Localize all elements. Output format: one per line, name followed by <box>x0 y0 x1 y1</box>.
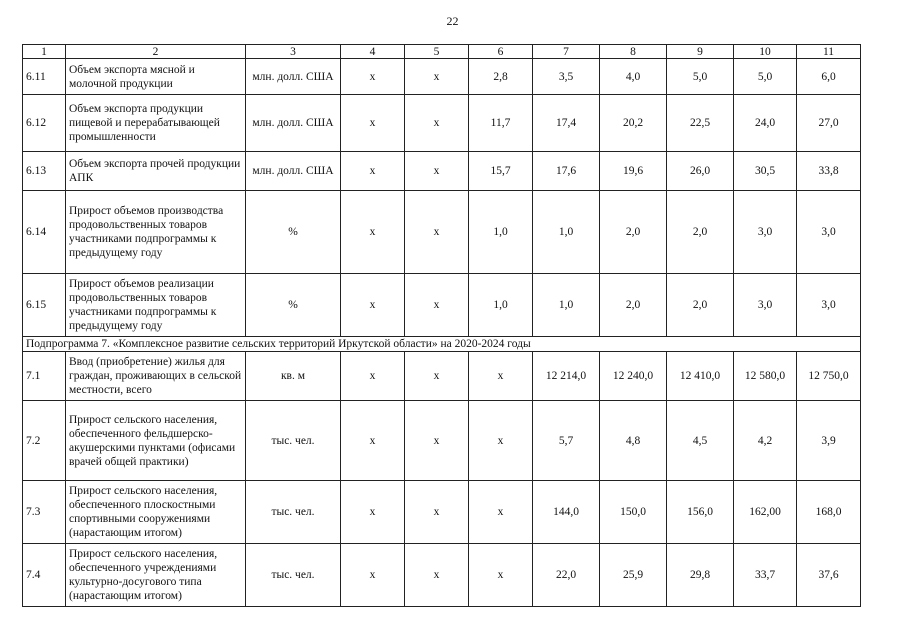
value-cell: 19,6 <box>600 152 667 191</box>
indicator-name: Объем экспорта прочей продукции АПК <box>66 152 246 191</box>
row-number: 7.3 <box>23 481 66 544</box>
table-row <box>23 481 861 544</box>
value-cell: 4,0 <box>600 59 667 95</box>
value-cell: 17,6 <box>533 152 600 191</box>
unit-cell: кв. м <box>246 352 341 401</box>
value-cell: 156,0 <box>667 481 734 544</box>
value-cell: х <box>405 95 469 152</box>
indicators-table <box>22 44 861 607</box>
value-cell: 1,0 <box>469 274 533 337</box>
value-cell: 3,0 <box>734 191 797 274</box>
indicator-name: Прирост сельского населения, обеспеченного учреждениями культурно-досугового типа (нарастающим итогом) <box>66 544 246 607</box>
value-cell: 150,0 <box>600 481 667 544</box>
unit-cell: тыс. чел. <box>246 544 341 607</box>
value-cell: х <box>341 95 405 152</box>
indicator-name: Ввод (приобретение) жилья для граждан, проживающих в сельской местности, всего <box>66 352 246 401</box>
value-cell: х <box>405 274 469 337</box>
value-cell: х <box>341 274 405 337</box>
value-cell: 12 410,0 <box>667 352 734 401</box>
value-cell: 2,8 <box>469 59 533 95</box>
header-cell: 10 <box>734 45 797 59</box>
value-cell: 6,0 <box>797 59 861 95</box>
value-cell: х <box>341 401 405 481</box>
unit-cell: тыс. чел. <box>246 401 341 481</box>
value-cell: 4,2 <box>734 401 797 481</box>
value-cell: 33,8 <box>797 152 861 191</box>
value-cell: х <box>469 401 533 481</box>
section-title: Подпрограмма 7. «Комплексное развитие сельских территорий Иркутской области» на 2020-2024 годы <box>23 337 861 352</box>
value-cell: 37,6 <box>797 544 861 607</box>
unit-cell: млн. долл. США <box>246 95 341 152</box>
header-cell: 1 <box>23 45 66 59</box>
row-number: 6.15 <box>23 274 66 337</box>
row-number: 7.1 <box>23 352 66 401</box>
row-number: 6.14 <box>23 191 66 274</box>
value-cell: х <box>341 544 405 607</box>
value-cell: 2,0 <box>667 274 734 337</box>
value-cell: х <box>341 191 405 274</box>
row-number: 7.2 <box>23 401 66 481</box>
value-cell: х <box>341 152 405 191</box>
value-cell: 2,0 <box>600 274 667 337</box>
value-cell: 1,0 <box>469 191 533 274</box>
unit-cell: млн. долл. США <box>246 59 341 95</box>
section-row <box>23 337 861 352</box>
indicator-name: Прирост сельского населения, обеспеченного плоскостными спортивными сооружениями (нарастающим итогом) <box>66 481 246 544</box>
value-cell: 3,9 <box>797 401 861 481</box>
header-cell: 7 <box>533 45 600 59</box>
value-cell: х <box>405 544 469 607</box>
header-cell: 11 <box>797 45 861 59</box>
value-cell: 4,8 <box>600 401 667 481</box>
table-row <box>23 191 861 274</box>
value-cell: 15,7 <box>469 152 533 191</box>
table-row <box>23 352 861 401</box>
row-number: 6.13 <box>23 152 66 191</box>
value-cell: х <box>405 59 469 95</box>
value-cell: х <box>341 59 405 95</box>
value-cell: 5,0 <box>734 59 797 95</box>
unit-cell: % <box>246 274 341 337</box>
value-cell: 168,0 <box>797 481 861 544</box>
value-cell: 22,5 <box>667 95 734 152</box>
table-row <box>23 59 861 95</box>
value-cell: х <box>341 352 405 401</box>
value-cell: 17,4 <box>533 95 600 152</box>
value-cell: 20,2 <box>600 95 667 152</box>
unit-cell: % <box>246 191 341 274</box>
value-cell: х <box>405 352 469 401</box>
header-cell: 6 <box>469 45 533 59</box>
row-number: 6.12 <box>23 95 66 152</box>
value-cell: 3,0 <box>734 274 797 337</box>
indicator-name: Прирост объемов производства продовольственных товаров участниками подпрограммы к предыдущему году <box>66 191 246 274</box>
header-row <box>23 45 861 59</box>
header-cell: 5 <box>405 45 469 59</box>
value-cell: 12 240,0 <box>600 352 667 401</box>
value-cell: х <box>341 481 405 544</box>
table-row <box>23 401 861 481</box>
indicator-name: Объем экспорта мясной и молочной продукции <box>66 59 246 95</box>
value-cell: 12 214,0 <box>533 352 600 401</box>
table-row <box>23 274 861 337</box>
table-row <box>23 544 861 607</box>
indicator-name: Объем экспорта продукции пищевой и перерабатывающей промышленности <box>66 95 246 152</box>
value-cell: 12 580,0 <box>734 352 797 401</box>
indicator-name: Прирост объемов реализации продовольственных товаров участниками подпрограммы к предыдущему году <box>66 274 246 337</box>
header-cell: 4 <box>341 45 405 59</box>
value-cell: х <box>469 352 533 401</box>
value-cell: 24,0 <box>734 95 797 152</box>
value-cell: 25,9 <box>600 544 667 607</box>
value-cell: х <box>405 481 469 544</box>
row-number: 7.4 <box>23 544 66 607</box>
value-cell: 1,0 <box>533 274 600 337</box>
value-cell: 11,7 <box>469 95 533 152</box>
value-cell: 29,8 <box>667 544 734 607</box>
header-cell: 3 <box>246 45 341 59</box>
header-cell: 8 <box>600 45 667 59</box>
value-cell: 12 750,0 <box>797 352 861 401</box>
value-cell: 2,0 <box>600 191 667 274</box>
value-cell: 30,5 <box>734 152 797 191</box>
indicator-name: Прирост сельского населения, обеспеченного фельдшерско-акушерскими пунктами (офисами врачей общей практики) <box>66 401 246 481</box>
value-cell: 3,5 <box>533 59 600 95</box>
value-cell: 5,7 <box>533 401 600 481</box>
value-cell: 2,0 <box>667 191 734 274</box>
value-cell: 26,0 <box>667 152 734 191</box>
value-cell: 3,0 <box>797 274 861 337</box>
unit-cell: тыс. чел. <box>246 481 341 544</box>
value-cell: 5,0 <box>667 59 734 95</box>
value-cell: х <box>405 191 469 274</box>
value-cell: 3,0 <box>797 191 861 274</box>
value-cell: 27,0 <box>797 95 861 152</box>
value-cell: х <box>469 481 533 544</box>
unit-cell: млн. долл. США <box>246 152 341 191</box>
value-cell: х <box>405 152 469 191</box>
value-cell: 4,5 <box>667 401 734 481</box>
value-cell: 22,0 <box>533 544 600 607</box>
value-cell: 144,0 <box>533 481 600 544</box>
value-cell: х <box>469 544 533 607</box>
value-cell: 162,00 <box>734 481 797 544</box>
header-cell: 2 <box>66 45 246 59</box>
value-cell: х <box>405 401 469 481</box>
value-cell: 1,0 <box>533 191 600 274</box>
table-row <box>23 95 861 152</box>
header-cell: 9 <box>667 45 734 59</box>
row-number: 6.11 <box>23 59 66 95</box>
value-cell: 33,7 <box>734 544 797 607</box>
page-number: 22 <box>446 14 459 28</box>
table-row <box>23 152 861 191</box>
